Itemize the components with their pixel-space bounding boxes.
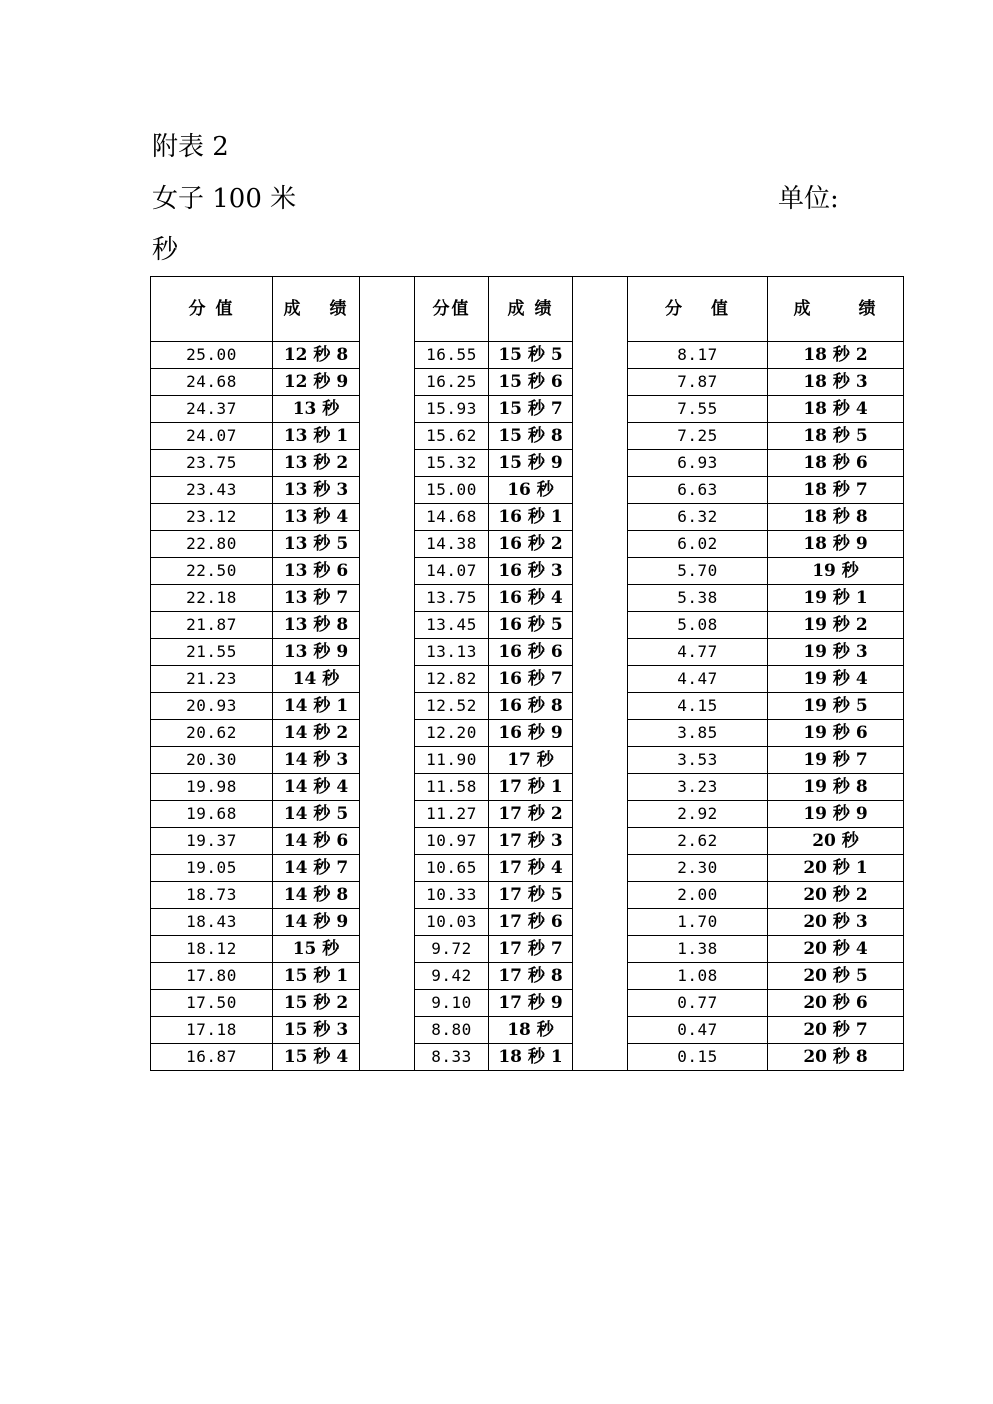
header-score-2: 分值	[415, 277, 489, 342]
result-cell: 13 秒 1	[273, 423, 360, 450]
table-row	[151, 1017, 904, 1044]
score-cell: 9.72	[415, 936, 489, 963]
result-cell: 16 秒 9	[489, 720, 573, 747]
score-cell: 11.58	[415, 774, 489, 801]
table-row	[151, 855, 904, 882]
header-result-2: 成 绩	[489, 277, 573, 342]
score-cell: 8.17	[628, 342, 768, 369]
result-cell: 13 秒 6	[273, 558, 360, 585]
result-cell: 20 秒 5	[768, 963, 904, 990]
score-cell: 0.15	[628, 1044, 768, 1071]
unit-label: 单位:	[778, 184, 839, 214]
column-gap	[360, 277, 415, 1071]
result-cell: 19 秒 7	[768, 747, 904, 774]
table-row	[151, 639, 904, 666]
result-cell: 17 秒 3	[489, 828, 573, 855]
column-gap	[573, 277, 628, 1071]
score-cell: 17.18	[151, 1017, 273, 1044]
result-cell: 14 秒 6	[273, 828, 360, 855]
result-cell: 18 秒 2	[768, 342, 904, 369]
result-cell: 15 秒 6	[489, 369, 573, 396]
score-cell: 0.47	[628, 1017, 768, 1044]
score-cell: 18.43	[151, 909, 273, 936]
result-cell: 15 秒 5	[489, 342, 573, 369]
score-cell: 6.32	[628, 504, 768, 531]
result-cell: 14 秒 3	[273, 747, 360, 774]
result-cell: 19 秒 3	[768, 639, 904, 666]
result-cell: 16 秒 1	[489, 504, 573, 531]
result-cell: 16 秒 8	[489, 693, 573, 720]
score-cell: 2.92	[628, 801, 768, 828]
score-cell: 0.77	[628, 990, 768, 1017]
result-cell: 13 秒 4	[273, 504, 360, 531]
page-title: 女子 100 米	[152, 184, 297, 214]
score-cell: 12.20	[415, 720, 489, 747]
result-cell: 16 秒	[489, 477, 573, 504]
score-cell: 13.75	[415, 585, 489, 612]
table-row	[151, 396, 904, 423]
score-cell: 13.45	[415, 612, 489, 639]
appendix-label: 附表 2	[152, 132, 229, 162]
result-cell: 13 秒 2	[273, 450, 360, 477]
result-cell: 19 秒 9	[768, 801, 904, 828]
score-cell: 9.10	[415, 990, 489, 1017]
result-cell: 13 秒 8	[273, 612, 360, 639]
score-cell: 5.70	[628, 558, 768, 585]
result-cell: 14 秒 5	[273, 801, 360, 828]
score-cell: 12.82	[415, 666, 489, 693]
table-row	[151, 504, 904, 531]
result-cell: 13 秒	[273, 396, 360, 423]
score-cell: 20.30	[151, 747, 273, 774]
result-cell: 18 秒 5	[768, 423, 904, 450]
table-row	[151, 909, 904, 936]
result-cell: 15 秒 3	[273, 1017, 360, 1044]
score-cell: 20.93	[151, 693, 273, 720]
score-cell: 24.37	[151, 396, 273, 423]
score-cell: 21.87	[151, 612, 273, 639]
table-row	[151, 774, 904, 801]
score-cell: 7.25	[628, 423, 768, 450]
score-cell: 22.50	[151, 558, 273, 585]
score-cell: 14.07	[415, 558, 489, 585]
score-cell: 5.38	[628, 585, 768, 612]
result-cell: 17 秒 2	[489, 801, 573, 828]
result-cell: 19 秒 4	[768, 666, 904, 693]
score-cell: 15.00	[415, 477, 489, 504]
table-row	[151, 666, 904, 693]
score-cell: 17.50	[151, 990, 273, 1017]
score-cell: 23.75	[151, 450, 273, 477]
score-cell: 8.33	[415, 1044, 489, 1071]
score-cell: 10.65	[415, 855, 489, 882]
header-score-1: 分 值	[151, 277, 273, 342]
result-cell: 17 秒 9	[489, 990, 573, 1017]
score-cell: 12.52	[415, 693, 489, 720]
score-cell: 15.93	[415, 396, 489, 423]
score-cell: 17.80	[151, 963, 273, 990]
score-cell: 14.38	[415, 531, 489, 558]
result-cell: 19 秒	[768, 558, 904, 585]
score-cell: 4.47	[628, 666, 768, 693]
table-row	[151, 369, 904, 396]
result-cell: 16 秒 7	[489, 666, 573, 693]
score-cell: 15.62	[415, 423, 489, 450]
result-cell: 20 秒 3	[768, 909, 904, 936]
table-row	[151, 585, 904, 612]
score-cell: 3.53	[628, 747, 768, 774]
table-row	[151, 423, 904, 450]
result-cell: 18 秒 8	[768, 504, 904, 531]
result-cell: 20 秒 8	[768, 1044, 904, 1071]
score-cell: 3.23	[628, 774, 768, 801]
score-cell: 16.87	[151, 1044, 273, 1071]
result-cell: 18 秒 1	[489, 1044, 573, 1071]
score-cell: 19.68	[151, 801, 273, 828]
score-cell: 13.13	[415, 639, 489, 666]
result-cell: 16 秒 2	[489, 531, 573, 558]
table-row	[151, 963, 904, 990]
score-cell: 2.62	[628, 828, 768, 855]
result-cell: 13 秒 9	[273, 639, 360, 666]
result-cell: 20 秒 6	[768, 990, 904, 1017]
table-row	[151, 747, 904, 774]
score-cell: 5.08	[628, 612, 768, 639]
score-cell: 23.12	[151, 504, 273, 531]
result-cell: 18 秒 4	[768, 396, 904, 423]
header-result-3: 成 绩	[768, 277, 904, 342]
header-score-3: 分 值	[628, 277, 768, 342]
result-cell: 15 秒 9	[489, 450, 573, 477]
score-cell: 1.38	[628, 936, 768, 963]
result-cell: 19 秒 8	[768, 774, 904, 801]
score-cell: 2.30	[628, 855, 768, 882]
result-cell: 17 秒 8	[489, 963, 573, 990]
result-cell: 13 秒 7	[273, 585, 360, 612]
result-cell: 17 秒 7	[489, 936, 573, 963]
result-cell: 15 秒	[273, 936, 360, 963]
result-cell: 18 秒 9	[768, 531, 904, 558]
result-cell: 14 秒 7	[273, 855, 360, 882]
result-cell: 14 秒 2	[273, 720, 360, 747]
result-cell: 12 秒 9	[273, 369, 360, 396]
score-cell: 11.90	[415, 747, 489, 774]
score-cell: 9.42	[415, 963, 489, 990]
result-cell: 14 秒 4	[273, 774, 360, 801]
score-cell: 1.08	[628, 963, 768, 990]
score-cell: 22.18	[151, 585, 273, 612]
score-table	[150, 276, 904, 1071]
score-cell: 19.98	[151, 774, 273, 801]
score-cell: 24.68	[151, 369, 273, 396]
table-row	[151, 450, 904, 477]
result-cell: 16 秒 3	[489, 558, 573, 585]
score-cell: 11.27	[415, 801, 489, 828]
header-result-1: 成 绩	[273, 277, 360, 342]
score-cell: 6.63	[628, 477, 768, 504]
score-cell: 7.87	[628, 369, 768, 396]
score-cell: 10.97	[415, 828, 489, 855]
table-row	[151, 828, 904, 855]
result-cell: 14 秒	[273, 666, 360, 693]
result-cell: 18 秒	[489, 1017, 573, 1044]
table-row	[151, 882, 904, 909]
result-cell: 19 秒 1	[768, 585, 904, 612]
score-cell: 15.32	[415, 450, 489, 477]
table-row	[151, 720, 904, 747]
result-cell: 17 秒 1	[489, 774, 573, 801]
table-row	[151, 1044, 904, 1071]
table-row	[151, 531, 904, 558]
result-cell: 20 秒 4	[768, 936, 904, 963]
result-cell: 20 秒 1	[768, 855, 904, 882]
result-cell: 16 秒 4	[489, 585, 573, 612]
score-cell: 19.37	[151, 828, 273, 855]
result-cell: 14 秒 9	[273, 909, 360, 936]
score-cell: 20.62	[151, 720, 273, 747]
score-cell: 16.55	[415, 342, 489, 369]
score-cell: 1.70	[628, 909, 768, 936]
result-cell: 20 秒	[768, 828, 904, 855]
table-row	[151, 990, 904, 1017]
table-row	[151, 558, 904, 585]
result-cell: 15 秒 1	[273, 963, 360, 990]
table-row	[151, 612, 904, 639]
result-cell: 15 秒 8	[489, 423, 573, 450]
result-cell: 18 秒 7	[768, 477, 904, 504]
result-cell: 17 秒 4	[489, 855, 573, 882]
score-cell: 10.03	[415, 909, 489, 936]
table-row	[151, 342, 904, 369]
result-cell: 19 秒 2	[768, 612, 904, 639]
result-cell: 14 秒 1	[273, 693, 360, 720]
result-cell: 17 秒 5	[489, 882, 573, 909]
result-cell: 17 秒	[489, 747, 573, 774]
score-cell: 6.02	[628, 531, 768, 558]
unit-value: 秒	[152, 235, 179, 265]
score-cell: 6.93	[628, 450, 768, 477]
score-cell: 7.55	[628, 396, 768, 423]
score-cell: 21.23	[151, 666, 273, 693]
table-row	[151, 936, 904, 963]
score-cell: 18.73	[151, 882, 273, 909]
table-row	[151, 693, 904, 720]
result-cell: 13 秒 3	[273, 477, 360, 504]
score-cell: 2.00	[628, 882, 768, 909]
result-cell: 12 秒 8	[273, 342, 360, 369]
result-cell: 13 秒 5	[273, 531, 360, 558]
score-cell: 4.15	[628, 693, 768, 720]
score-cell: 19.05	[151, 855, 273, 882]
result-cell: 16 秒 5	[489, 612, 573, 639]
table-row	[151, 477, 904, 504]
result-cell: 15 秒 4	[273, 1044, 360, 1071]
score-cell: 14.68	[415, 504, 489, 531]
result-cell: 20 秒 2	[768, 882, 904, 909]
score-cell: 8.80	[415, 1017, 489, 1044]
score-cell: 25.00	[151, 342, 273, 369]
result-cell: 15 秒 7	[489, 396, 573, 423]
result-cell: 18 秒 3	[768, 369, 904, 396]
result-cell: 18 秒 6	[768, 450, 904, 477]
table-row	[151, 801, 904, 828]
score-cell: 10.33	[415, 882, 489, 909]
score-cell: 3.85	[628, 720, 768, 747]
score-cell: 4.77	[628, 639, 768, 666]
table-header-row	[151, 277, 904, 342]
result-cell: 16 秒 6	[489, 639, 573, 666]
result-cell: 19 秒 6	[768, 720, 904, 747]
result-cell: 15 秒 2	[273, 990, 360, 1017]
result-cell: 14 秒 8	[273, 882, 360, 909]
result-cell: 19 秒 5	[768, 693, 904, 720]
score-cell: 18.12	[151, 936, 273, 963]
score-cell: 16.25	[415, 369, 489, 396]
score-cell: 23.43	[151, 477, 273, 504]
result-cell: 17 秒 6	[489, 909, 573, 936]
result-cell: 20 秒 7	[768, 1017, 904, 1044]
score-cell: 22.80	[151, 531, 273, 558]
score-cell: 24.07	[151, 423, 273, 450]
score-cell: 21.55	[151, 639, 273, 666]
